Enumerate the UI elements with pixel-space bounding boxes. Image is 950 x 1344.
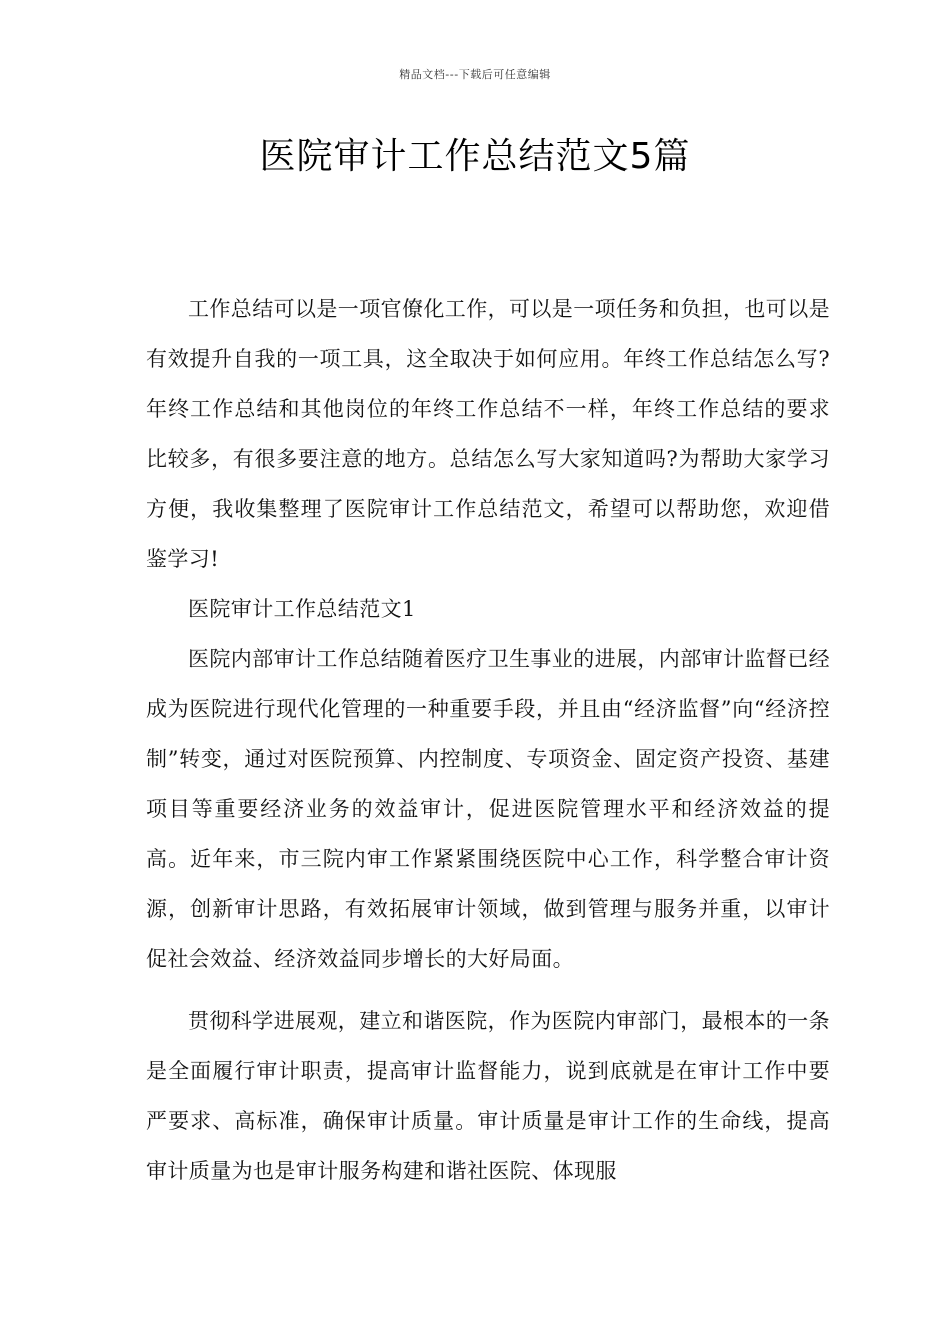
document-title: 医院审计工作总结范文5篇 xyxy=(259,136,691,177)
document-body xyxy=(146,284,830,1196)
body-paragraph: 贯彻科学进展观，建立和谐医院，作为医院内审部门，最根本的一条是全面履行审计职责，提高审计监督能力，说到底就是在审计工作中要严要求、高标准，确保审计质量。审计质量是审计工作的生命线，提高审计质量为也是审计服务构建和谐社医院、体现服 xyxy=(146,1009,830,1183)
section-heading: 医院审计工作总结范文1 xyxy=(188,597,416,621)
intro-paragraph: 工作总结可以是一项官僚化工作，可以是一项任务和负担，也可以是有效提升自我的一项工具，这全取决于如何应用。年终工作总结怎么写?年终工作总结和其他岗位的年终工作总结不一样，年终工作总结的要求比较多，有很多要注意的地方。总结怎么写大家知道吗?为帮助大家学习方便，我收集整理了医院审计工作总结范文，希望可以帮助您，欢迎借鉴学习! xyxy=(146,297,830,571)
body-paragraph: 医院内部审计工作总结随着医疗卫生事业的进展，内部审计监督已经成为医院进行现代化管理的一种重要手段，并且由“经济监督”向“经济控制”转变，通过对医院预算、内控制度、专项资金、固定资产投资、基建项目等重要经济业务的效益审计，促进医院管理水平和经济效益的提高。近年来，市三院内审工作紧紧围绕医院中心工作，科学整合审计资源，创新审计思路，有效拓展审计领域，做到管理与服务并重，以审计促社会效益、经济效益同步增长的大好局面。 xyxy=(146,647,830,971)
header-note: 精品文档---下载后可任意编辑 xyxy=(399,68,551,81)
